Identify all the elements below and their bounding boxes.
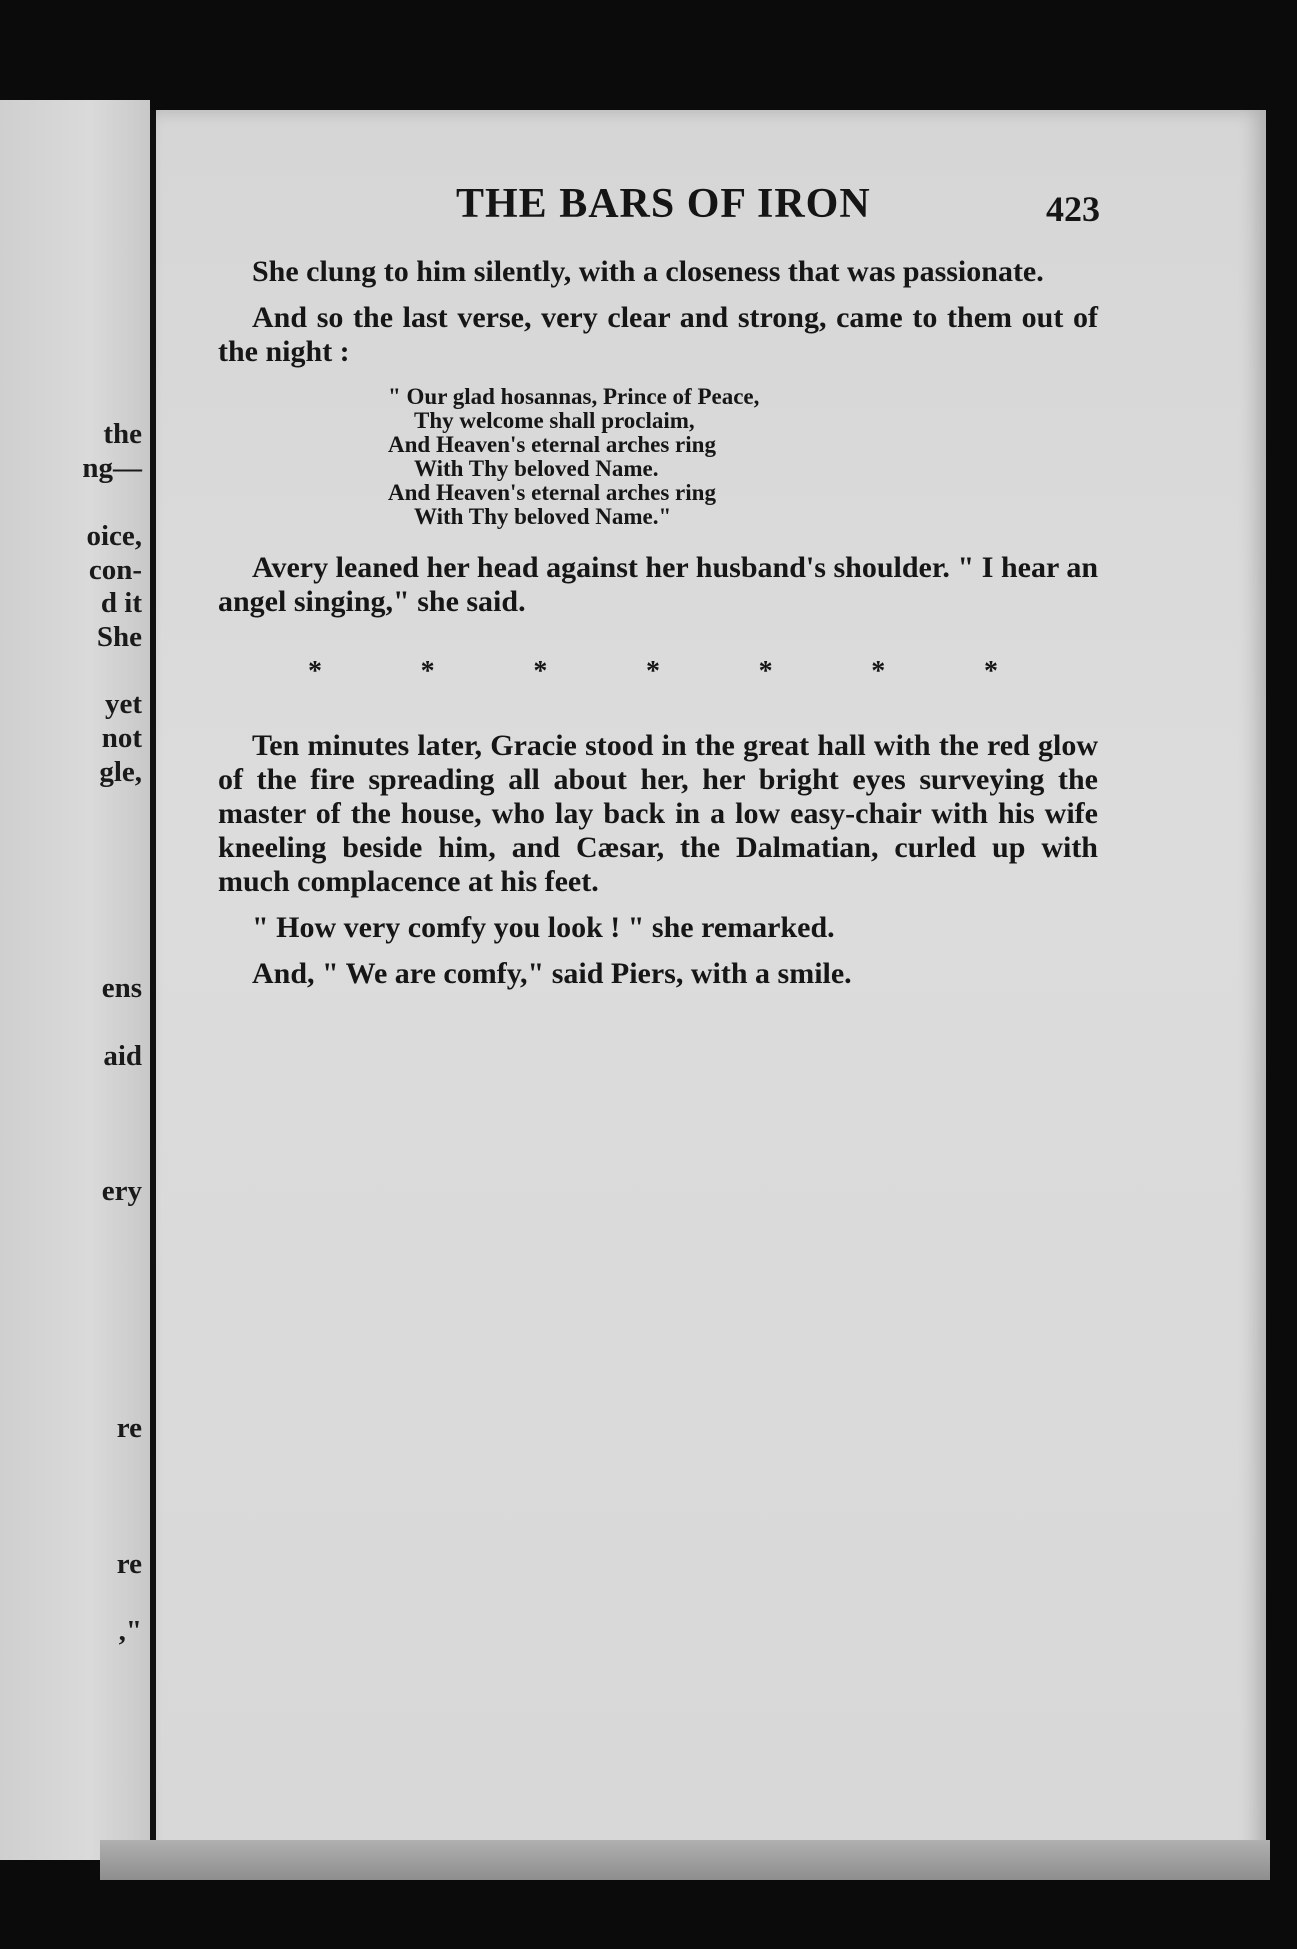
section-break [308, 655, 998, 689]
asterisk: * [420, 656, 435, 687]
left-fragment: not [101, 722, 142, 754]
left-fragment: yet [104, 688, 142, 720]
page-body [218, 255, 1098, 1003]
asterisk: * [645, 656, 660, 687]
page-bottom-edge [100, 1840, 1270, 1880]
left-fragment: oice, [86, 520, 142, 552]
left-fragment: re [116, 1548, 142, 1580]
verse-line: And Heaven's eternal arches ring [388, 432, 716, 457]
verse-line: " Our glad hosannas, Prince of Peace, [388, 384, 760, 409]
asterisk: * [758, 656, 773, 687]
previous-page-strip [0, 100, 150, 1860]
verse-block [388, 385, 1098, 529]
left-fragment: She [96, 621, 142, 653]
paragraph: Ten minutes later, Gracie stood in the great hall with the red glow of the fire spreading all about her, her bright eyes surveying the master of the house, who lay back in a low easy-chair with his wife kneeling beside him, and Cæsar, the Dalmatian, curled up with much complacence at his feet. [218, 729, 1098, 898]
left-fragment: ng— [82, 452, 142, 484]
left-fragment: d it [100, 587, 142, 619]
left-fragment: ," [118, 1615, 142, 1647]
page-header [156, 180, 1266, 240]
verse-line: Thy welcome shall proclaim, [414, 408, 695, 433]
asterisk: * [533, 656, 548, 687]
left-fragment: re [116, 1412, 142, 1444]
left-fragment: ery [101, 1175, 142, 1207]
paragraph: And so the last verse, very clear and strong, came to them out of the night : [218, 301, 1098, 368]
book-page [156, 110, 1266, 1860]
left-fragment: aid [103, 1040, 142, 1072]
verse-line: With Thy beloved Name." [414, 504, 672, 529]
asterisk: * [308, 656, 322, 687]
verse-line: And Heaven's eternal arches ring [388, 480, 716, 505]
verse-line: With Thy beloved Name. [414, 456, 659, 481]
left-fragment: gle, [99, 756, 142, 788]
asterisk: * [983, 656, 998, 687]
paragraph: And, " We are comfy," said Piers, with a smile. [252, 957, 852, 990]
asterisk: * [871, 656, 886, 687]
paragraph: " How very comfy you look ! " she remarked. [252, 911, 835, 944]
left-fragment: ens [101, 972, 142, 1004]
left-fragment: the [103, 418, 142, 450]
running-head: THE BARS OF IRON [456, 181, 871, 227]
paragraph: She clung to him silently, with a closeness that was passionate. [252, 255, 1044, 288]
paragraph: Avery leaned her head against her husband's shoulder. " I hear an angel singing," she said. [218, 551, 1098, 618]
page-number: 423 [1046, 189, 1100, 229]
left-fragment: con- [88, 554, 142, 586]
